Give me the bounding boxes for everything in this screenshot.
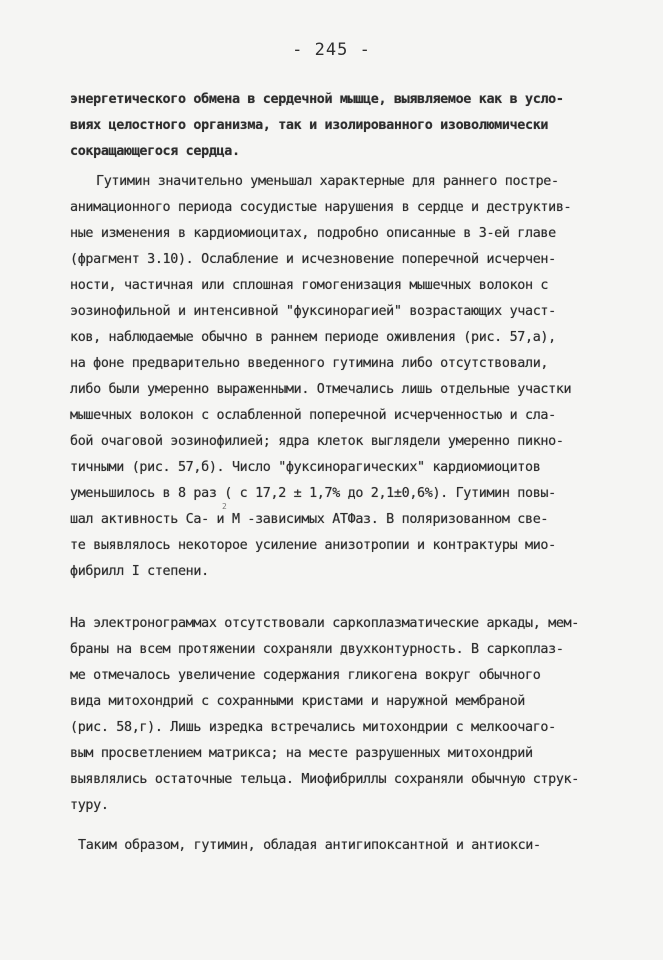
text-line: сокращающегося сердца. bbox=[70, 144, 240, 159]
text-line: На электронограммах отсутствовали саркоплазматические аркады, мем- bbox=[70, 616, 579, 631]
text-line: энергетического обмена в сердечной мышце, выявляемое как в усло- bbox=[70, 92, 564, 107]
text-line: выявлялись остаточные тельца. Миофибриллы сохраняли обычную струк- bbox=[70, 772, 579, 787]
text-line: либо были умеренно выраженными. Отмечались лишь отдельные участки bbox=[70, 382, 572, 397]
text-line: те выявлялось некоторое усиление анизотропии и контрактуры мио- bbox=[70, 538, 556, 553]
text-line: эозинофильной и интенсивной "фуксинорагией" возрастающих участ- bbox=[70, 304, 556, 319]
text-line: Таким образом, гутимин, обладая антигипоксантной и антиокси- bbox=[78, 838, 541, 853]
text-line: на фоне предварительно введенного гутимина либо отсутствовали, bbox=[70, 356, 549, 371]
text-line: браны на всем протяжении сохраняли двухконтурность. В саркоплаз- bbox=[70, 642, 564, 657]
text-line: ные изменения в кардиомиоцитах, подробно описанные в 3-ей главе bbox=[70, 226, 556, 241]
text-line: виях целостного организма, так и изолированного изоволюмически bbox=[70, 118, 549, 133]
text-line: уменьшилось в 8 раз ( с 17,2 ± 1,7% до 2,1±0,6%). Гутимин повы- bbox=[70, 486, 556, 501]
text-line: Гутимин значительно уменьшал характерные для раннего постре- bbox=[96, 174, 559, 189]
text-line: тичными (рис. 57,б). Число "фуксинорагических" кардиомиоцитов bbox=[70, 460, 541, 475]
text-line: туру. bbox=[70, 798, 109, 813]
text-line: вым просветлением матрикса; на месте разрушенных митохондрий bbox=[70, 746, 533, 761]
text-line: ности, частичная или сплошная гомогенизация мышечных волокон с bbox=[70, 278, 549, 293]
text-line: (фрагмент 3.10). Ослабление и исчезновение поперечной исчерчен- bbox=[70, 252, 556, 267]
text-line: ков, наблюдаемые обычно в раннем периоде оживления (рис. 57,а), bbox=[70, 330, 556, 345]
text-line: шал активность Са- и М -зависимых АТФаз. В поляризованном све- bbox=[70, 512, 549, 527]
text-line: мышечных волокон с ослабленной поперечной исчерченностью и сла- bbox=[70, 408, 556, 423]
text-line: фибрилл I степени. bbox=[70, 564, 209, 579]
text-line: (рис. 58,г). Лишь изредка встречались митохондрии с мелкоочаго- bbox=[70, 720, 556, 735]
text-line: анимационного периода сосудистые нарушения в сердце и деструктив- bbox=[70, 200, 572, 215]
superscript-mark: 2 bbox=[222, 502, 227, 511]
page-number: - 245 - bbox=[292, 40, 371, 60]
text-line: бой очаговой эозинофилией; ядра клеток выглядели умеренно пикно- bbox=[70, 434, 564, 449]
text-line: вида митохондрий с сохранными кристами и наружной мембраной bbox=[70, 694, 525, 709]
text-line: ме отмечалось увеличение содержания гликогена вокруг обычного bbox=[70, 668, 541, 683]
